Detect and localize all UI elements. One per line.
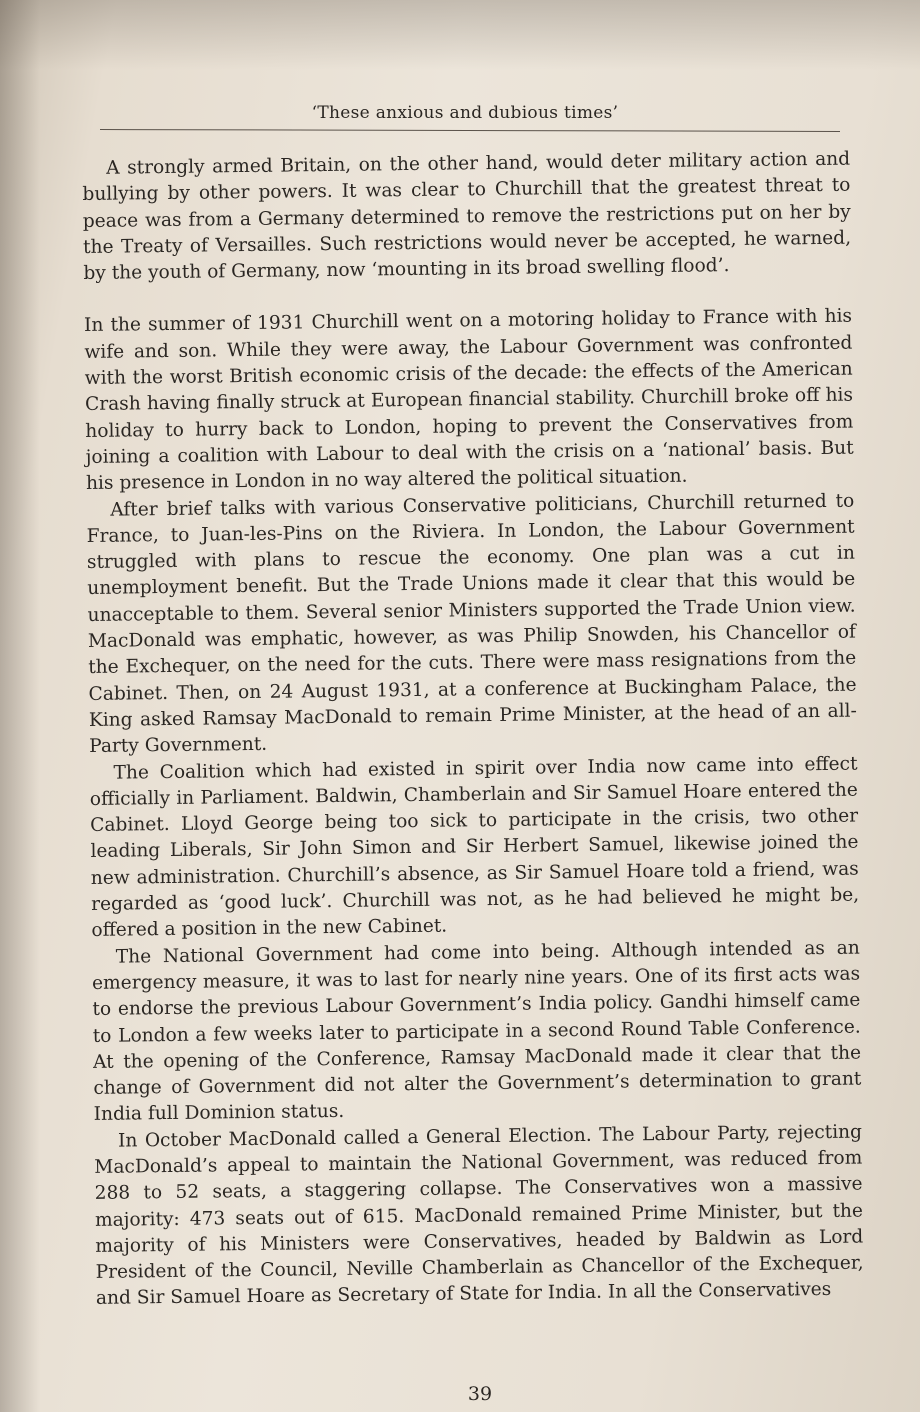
header-rule bbox=[100, 129, 840, 132]
paragraph: In the summer of 1931 Churchill went on a motoring holiday to France with his wife and son. While they were away, the Labour Government was confronted with the worst British economic crisis of the decade: the effects of the American Crash having finally struck at European financial stability. Churchill broke off his holiday to hurry back to London, hoping to prevent the Conservatives from joining a coalition with Labour to deal with the crisis on a ‘national’ basis. But his presence in London in no way altered the political situation. bbox=[83, 306, 854, 495]
paragraph: In October MacDonald called a General Election. The Labour Party, rejecting MacDonald’s appeal to maintain the National Government, was reduced from 288 to 52 seats, a staggering collapse. The Conservatives won a massive majority: 473 seats out of 615. MacDonald remained Prime Minister, but the majority of his Ministers were Conservatives, headed by Baldwin as Lord President of the Council, Neville Chamberlain as Chancellor of the Exchequer, and Sir Samuel Hoare as Secretary of State for India. In all the Conservatives bbox=[94, 1121, 864, 1310]
paragraph: The National Government had come into being. Although intended as an emergency measure, it was to last for nearly nine years. One of its first acts was to endorse the previous Labour Government’s India policy. Gandhi himself came to London a few weeks later to participate in a second Round Table Conference. At the opening of the Conference, Ramsay MacDonald made it clear that the change of Government did not alter the Government’s determination to grant India full Dominion status. bbox=[91, 937, 862, 1126]
page-number: 39 bbox=[467, 1383, 493, 1405]
body-text bbox=[82, 147, 864, 1313]
gutter-shadow bbox=[0, 0, 40, 1412]
paragraph: A strongly armed Britain, on the other hand, would deter military action and bullying by other powers. It was clear to Churchill that the greatest threat to peace was from a Germany determined to remove the restrictions put on her by the Treaty of Versailles. Such restrictions would never be accepted, he warned, by the youth of Germany, now ‘mounting in its broad swelling flood’. bbox=[82, 148, 852, 285]
paragraph: After brief talks with various Conservative politicians, Churchill returned to France, to Juan-les-Pins on the Riviera. In London, the Labour Government struggled with plans to rescue the economy. One plan was a cut in unemployment benefit. But the Trade Unions made it clear that this would be unacceptable to them. Several senior Ministers supported the Trade Union view. MacDonald was emphatic, however, as was Philip Snowden, his Chancellor of the Exchequer, on the need for the cuts. There were mass resignations from the Cabinet. Then, on 24 August 1931, at a conference at Buckingham Palace, the King asked Ramsay MacDonald to remain Prime Minister, at the head of an all-Party Government. bbox=[86, 490, 857, 758]
paragraph: The Coalition which had existed in spirit over India now came into effect officially in Parliament. Baldwin, Chamberlain and Sir Samuel Hoare entered the Cabinet. Lloyd George being too sick to participate in the crisis, two other leading Liberals, Sir John Simon and Sir Herbert Samuel, likewise joined the new administration. Churchill’s absence, as Sir Samuel Hoare told a friend, was regarded as ‘good luck’. Churchill was not, as he had believed he might be, offered a position in the new Cabinet. bbox=[89, 753, 860, 942]
page-edge-shadow bbox=[0, 0, 920, 70]
running-head: ‘These anxious and dubious times’ bbox=[311, 103, 619, 123]
